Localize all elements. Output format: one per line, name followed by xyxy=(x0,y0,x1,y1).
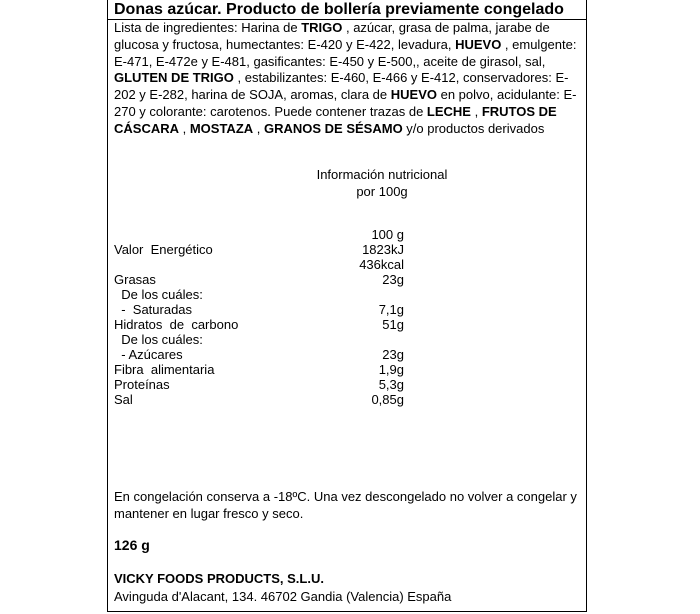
nutrition-heading: Información nutricional xyxy=(316,167,448,182)
nutrition-subheading: por 100g xyxy=(356,184,408,199)
nutrition-row xyxy=(114,287,414,303)
company-address: Avinguda d'Alacant, 134. 46702 Gandia (Valencia) España xyxy=(114,589,452,604)
nutrient-name: De los cuáles: xyxy=(114,332,203,347)
product-title: Donas azúcar. Producto de bollería previamente congelado xyxy=(114,1,564,18)
ingredients-segment: y/o productos derivados xyxy=(402,120,545,136)
nutrient-value: 23g xyxy=(382,347,404,362)
nutrient-value: 51g xyxy=(382,317,404,332)
allergen: HUEVO xyxy=(390,87,437,103)
net-weight: 126 g xyxy=(114,537,150,553)
ingredients-segment: , emulgente: E-471, E-472e y E-481, gasificantes: E-450 y E-500,, aceite de girasol, sal, xyxy=(114,36,577,69)
nutrition-column-header xyxy=(114,227,414,243)
allergen: GLUTEN DE TRIGO xyxy=(114,70,234,86)
nutrient-name: Valor Energético xyxy=(114,242,213,257)
ingredients-segment: , xyxy=(470,103,482,119)
nutrition-row xyxy=(114,257,414,273)
allergen: LECHE xyxy=(426,103,471,119)
ingredients-list xyxy=(114,20,578,138)
nutrient-name: Grasas xyxy=(114,272,156,287)
nutrient-value: 1,9g xyxy=(378,362,404,377)
ingredients-segment: , estabilizantes: E-460, E-466 y E-412, conservadores: E-202 y E-282, harina de SOJA, aromas, clara de xyxy=(114,70,569,103)
nutrition-row xyxy=(114,347,414,363)
allergen: TRIGO xyxy=(301,20,343,35)
column-header-label: 100 g xyxy=(371,227,404,242)
nutrition-row xyxy=(114,362,414,378)
nutrient-value: 436kcal xyxy=(359,257,404,272)
nutrient-name: De los cuáles: xyxy=(114,287,203,302)
nutrition-row xyxy=(114,242,414,258)
nutrient-value: 7,1g xyxy=(378,302,404,317)
allergen: MOSTAZA xyxy=(189,120,254,136)
nutrition-row xyxy=(114,332,414,348)
ingredients-segment: , azúcar, grasa de palma, jarabe de glucosa y fructosa, humectantes: E-420 y E-422, levadura, xyxy=(114,20,550,52)
nutrient-name: Fibra alimentaria xyxy=(114,362,215,377)
nutrient-name: - Azúcares xyxy=(114,347,183,362)
ingredients-segment: Lista de ingredientes: Harina de xyxy=(114,20,302,35)
nutrient-name: Sal xyxy=(114,392,133,407)
nutrient-name: Hidratos de carbono xyxy=(114,317,239,332)
nutrition-row xyxy=(114,272,414,288)
nutrient-value: 1823kJ xyxy=(362,242,404,257)
allergen: GRANOS DE SÉSAMO xyxy=(264,120,403,136)
nutrition-row xyxy=(114,302,414,318)
nutrient-value: 23g xyxy=(382,272,404,287)
company-name: VICKY FOODS PRODUCTS, S.L.U. xyxy=(114,571,324,586)
ingredients-segment: , xyxy=(179,120,190,136)
nutrient-value: 5,3g xyxy=(378,377,404,392)
ingredients-segment: en polvo, acidulante: E-270 y colorante: carotenos. Puede contener trazas de xyxy=(114,87,577,119)
ingredients-segment: , xyxy=(253,120,264,136)
nutrition-row xyxy=(114,377,414,393)
allergen: HUEVO xyxy=(455,36,502,52)
nutrient-value: 0,85g xyxy=(371,392,404,407)
storage-instructions: En congelación conserva a -18ºC. Una vez descongelado no volver a congelar y mantener en lugar fresco y seco. xyxy=(114,489,577,521)
nutrient-name: - Saturadas xyxy=(114,302,193,317)
nutrition-row xyxy=(114,317,414,333)
nutrition-row xyxy=(114,392,414,408)
allergen: FRUTOS DE CÁSCARA xyxy=(114,103,557,136)
nutrient-name: Proteínas xyxy=(114,377,170,392)
